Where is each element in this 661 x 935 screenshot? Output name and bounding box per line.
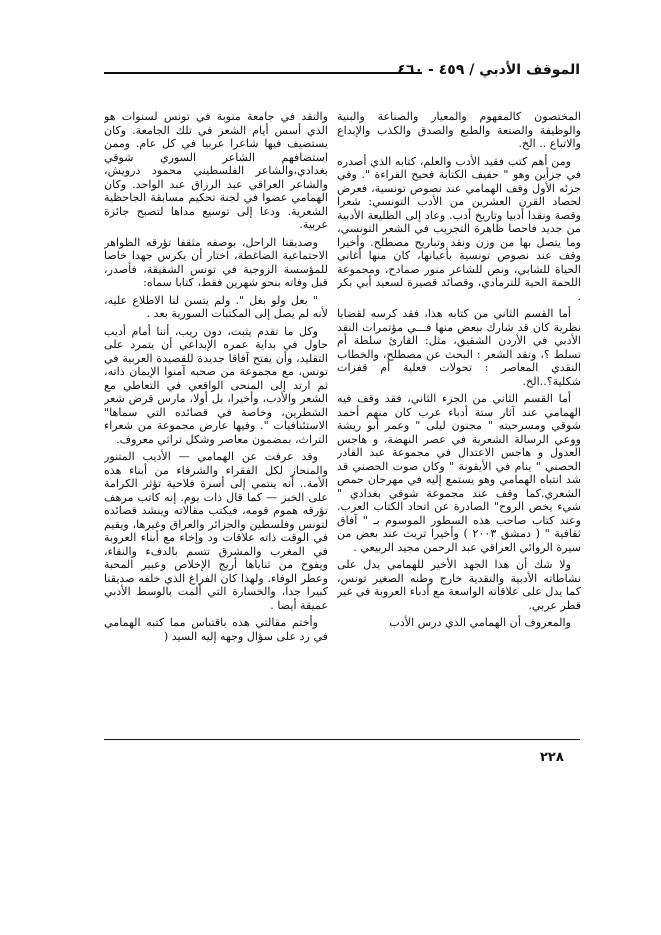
paragraph: وصديقنا الراحل، بوصفه مثقفا تؤرقه الظواهر الاجتماعية الضاغطة، اختار أن يكرس جهدا خاصا للمؤسسة الزوجية في تونس الشقيقة، فأصدر، قبل وفاته بنحو شهرين فقط، كتابا سماه: [104,235,328,289]
paragraph: وأختم مقالتي هذه باقتباس مما كتبه الهمامي في رد على سؤال وجهه إليه السيد ( [104,616,328,643]
header-rule [104,72,422,74]
journal-title: الموقف الأدبي / ٤٥٩ - ٤٦٠ [397,62,580,78]
footer-rule [104,739,580,740]
running-header [104,60,580,90]
paragraph: أما القسم الثاني من الجزء الثاني، فقد وقف فيه الهمامي عند آثار ستة أدباء عرب كان منهم أحمد شوقي ومسرحيته " مجنون ليلى " وعمر أبو ريشة ووعي الرسالة الشعرية في عصر النهضة، و هاجس العدول و هاجس الاعتدال في مجموعة عبد القادر الحصني " ينام في الأيقونة " وكان صوت الحصني قد شد انتباه الهمامي وهو يستمع إليه في مهرجان حمص الشعري.كما وقف عند مجموعة شوقي بغدادي " شيء يخص الروح" الصادرة عن اتحاد الكتاب العرب. وعند كتاب صاحب هذه السطور الموسوم بـ " آفاق ثقافية " ( دمشق ٢٠٠٣ ) وأخيرا تريث عند بعض من سيرة الروائي العراقي عبد الرحمن مجيد الربيعي . [337,392,581,554]
paragraph: وكل ما تقدم يثبت، دون ريب، أننا أمام أديب حاول في بداية عمره الإبداعي أن يتمرد على التقليد، وأن يفتح آفاقا جديدة للقصيدة العربية في تونس، مع مجموعة من صحبه آمنوا الإيمان ذاته، ثم ارتد إلى المنحى الواقعي في التعاطي مع الشعر والأدب، وأخيرا، بل أولا، مارس قرض شعر الشطرين، وخاصة في قصائده التي سماها" الاستئنافيات ". وفيها عارض مجموعة من شعراء التراث، بمضمون معاصر وشكل تراثي معروف. [104,324,328,446]
paragraph: " بعل ولو بغل ". ولم يتسن لنا الاطلاع عليه، لأنه لم يصل إلى المكتبات السورية بعد . [104,293,328,320]
paragraph: ومن أهم كتب فقيد الأدب والعلم، كتابه الذي أصدره في جزأين وهو " حفيف الكتابة فحيح القراءة ". وفي جزئه الأول وقف الهمامي عند نصوص تونسية، فعرض لحصاد القرن العشرين من الأدب التونسي: شعرا وقصة ونقدا أدبيا وتاريخ أدب. وعاد إلى الطليعة الأدبية من جديد فاحصا ظاهرة التجريب في الشعر التونسي، وما يتصل بها من وزن ونقد وتباريح مصطلح. وأخيرا وقف عند نصوص تونسية بأعيانها، كان منها أغاني الحياة للشابي، ونص للشاعر منور صمادح، ومجموعة اللحمة الحية للترمادي، وقصائد قصيرة لسعيد أبي بكر . [337,154,581,303]
right-column [337,110,581,725]
paragraph: والنقد في جامعة منوبة في تونس لسنوات هو الذي أسس أيام الشعر في تلك الجامعة. وكان يستضيف فيها شاعرا عربيا في كل عام. وممن استضافهم الشاعر السوري شوقي بغدادي،والشاعر الفلسطيني محمود درويش، والشاعر العراقي عبد الرزاق عبد الواحد. وكان الهمامي عضوا في لجنة تحكيم مسابقة الجاحظية الشعرية. ودعا إلى توسيع مداها لتصبح جائزة عربية. [104,110,328,231]
left-column [104,110,328,725]
paragraph: أما القسم الثاني من كتابه هذا، فقد كرسه لقضايا نظرية كان قد شارك ببعض منها فـــي مؤتمرات النقد الأدبي في الأردن الشقيق، مثل: القارئ سلطة أم تسلط ؟، ونقد الشعر : البحث عن مصطلح، والخطاب النقدي المعاصر : تحولات فعلية أم قفزات شكلية؟..الخ. [337,307,581,388]
paragraph: وقد عرفت عن الهمامي — الأديب المتنور والمنحاز لكل الفقراء والشرفاء من أبناء هذه الأمة.. أنه ينتمي إلى أسرة فلاحية تؤثر الكرامة على الخبز — كما قال ذات يوم. إنه كاتب مرهف تؤرقه هموم قومه، فيكتب مقالاته وينشد قصائده لتونس وفلسطين والجزائر والعراق وغيرها، ويقيم في الوقت ذاته علاقات ود وإخاء مع أبناء العروبة في المغرب والمشرق تتسم بالدفء والنقاء، ويفوح من ثناياها أريج الإخلاص وعبير المحبة وعطر الوفاء. ولهذا كان الفراغ الذي خلفه صديقنا كبيرا جدا، والخسارة التي ألمت بالوسط الأدبي عميقة أيضا . [104,450,328,612]
paragraph: المختصون كالمفهوم والمعيار والصناعة والبنية والوظيفة والصنعة والطبع والصدق والكذب والإبداع والاتباع .. الخ. [337,110,581,150]
paragraph: ولا شك أن هذا الجهد الأخير للهمامي يدل على نشاطاته الأدبية والنقدية خارج وطنه الصغير تونس، كما يدل على علاقاته الواسعة مع أدباء العروبة في غير قطر عربي. [337,558,581,612]
page-number: ٢٢٨ [540,750,564,765]
paragraph: والمعروف أن الهمامي الذي درس الأدب [389,616,571,629]
